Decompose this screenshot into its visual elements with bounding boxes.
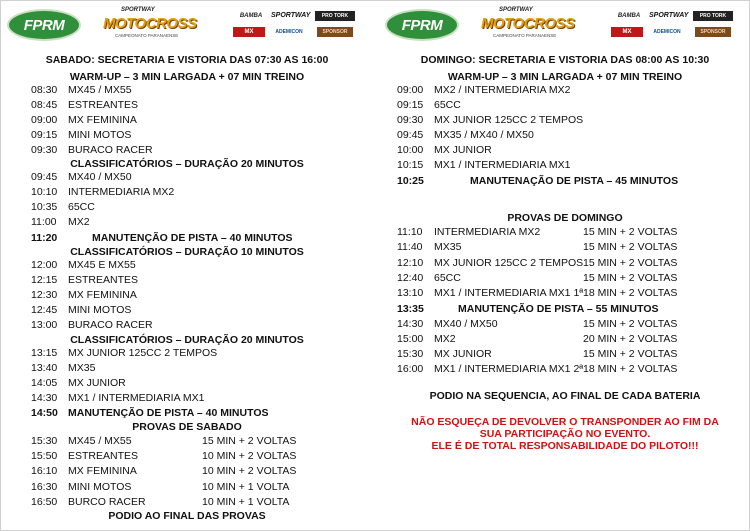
bamba-logo: BAMBA	[617, 13, 641, 19]
schedule-row: 12:30 MX FEMININA	[31, 289, 137, 301]
race-row: 16:00 MX1 / INTERMEDIARIA MX1 2ª 18 MIN + 2 VOLTAS	[397, 363, 678, 375]
ademicon-logo: ADEMICON	[275, 29, 303, 35]
race-row: 16:30 MINI MOTOS 10 MIN + 1 VOLTA	[31, 481, 290, 493]
ademicon-logo: ADEMICON	[653, 29, 681, 35]
transponder-warning-line-3: ELE É DE TOTAL RESPONSABILIDADE DO PILOTO!!!	[431, 440, 699, 452]
race-row: 15:50 ESTREANTES 10 MIN + 2 VOLTAS	[31, 450, 297, 462]
schedule-row: 09:15 65CC	[397, 99, 461, 111]
protork-logo: PRO TORK	[693, 11, 733, 21]
schedule-row: 09:15 MINI MOTOS	[31, 129, 132, 141]
transponder-warning-line-1: NÃO ESQUEÇA DE DEVOLVER O TRANSPONDER AO FIM DA	[411, 416, 719, 428]
schedule-row: 09:30 MX JUNIOR 125CC 2 TEMPOS	[397, 114, 584, 126]
maintenance-row: 14:50 MANUTENÇÃO DE PISTA – 40 MINUTOS	[31, 407, 269, 419]
race-row: 11:10 INTERMEDIARIA MX2 15 MIN + 2 VOLTAS	[397, 226, 678, 238]
schedule-row: 12:00 MX45 E MX55	[31, 259, 136, 271]
schedule-row: 08:30 MX45 / MX55	[31, 84, 132, 96]
sportway-logo: SPORTWAY	[649, 12, 689, 19]
race-row: 13:10 MX1 / INTERMEDIARIA MX1 1ª 18 MIN + 2 VOLTAS	[397, 287, 678, 299]
maintenance-row: 13:35 MANUTENÇÃO DE PISTA – 55 MINUTOS	[397, 303, 659, 315]
schedule-row: 10:15 MX1 / INTERMEDIARIA MX1	[397, 159, 571, 171]
schedule-row: 09:00 MX FEMININA	[31, 114, 137, 126]
schedule-row: 09:45 MX40 / MX50	[31, 171, 132, 183]
race-row: 15:00 MX2 20 MIN + 2 VOLTAS	[397, 333, 678, 345]
schedule-row: 14:05 MX JUNIOR	[31, 377, 126, 389]
schedule-row: 14:30 MX1 / INTERMEDIARIA MX1	[31, 392, 205, 404]
race-row: 16:10 MX FEMININA 10 MIN + 2 VOLTAS	[31, 465, 297, 477]
race-row: 11:40 MX35 15 MIN + 2 VOLTAS	[397, 241, 678, 253]
transponder-warning-line-2: SUA PARTICIPAÇÃO NO EVENTO.	[479, 428, 651, 440]
saturday-footer: PODIO AO FINAL DAS PROVAS	[108, 510, 266, 522]
race-row: 16:50 BURCO RACER 10 MIN + 1 VOLTA	[31, 496, 290, 508]
race-row: 15:30 MX JUNIOR 15 MIN + 2 VOLTAS	[397, 348, 678, 360]
mx-logo: MX	[611, 27, 643, 37]
motocross-logo: SPORTWAY MOTOCROSS CAMPEONATO PARANAENSE	[103, 7, 197, 38]
schedule-row: 09:30 BURACO RACER	[31, 144, 153, 156]
schedule-row: 10:00 MX JUNIOR	[397, 144, 492, 156]
schedule-row: 13:40 MX35	[31, 362, 96, 374]
schedule-row: 09:00 MX2 / INTERMEDIARIA MX2	[397, 84, 571, 96]
schedule-row: 12:15 ESTREANTES	[31, 274, 139, 286]
race-row: 12:10 MX JUNIOR 125CC 2 TEMPOS 15 MIN + 2 VOLTAS	[397, 257, 678, 269]
schedule-row: 11:00 MX2	[31, 216, 90, 228]
schedule-row: 10:10 INTERMEDIARIA MX2	[31, 186, 175, 198]
sunday-races-title: PROVAS DE DOMINGO	[507, 212, 623, 224]
mx-logo: MX	[233, 27, 265, 37]
schedule-row: 13:00 BURACO RACER	[31, 319, 153, 331]
schedule-row: 12:45 MINI MOTOS	[31, 304, 132, 316]
schedule-row: 09:45 MX35 / MX40 / MX50	[397, 129, 534, 141]
fprm-logo: FPRM	[385, 9, 459, 41]
protork-logo: PRO TORK	[315, 11, 355, 21]
motocross-logo: SPORTWAY MOTOCROSS CAMPEONATO PARANAENSE	[481, 7, 575, 38]
sunday-column	[379, 1, 750, 531]
sponsor-logo: SPONSOR	[317, 27, 353, 37]
sunday-footer: PODIO NA SEQUENCIA, AO FINAL DE CADA BATERIA	[429, 390, 701, 402]
sunday-title: DOMINGO: SECRETARIA E VISTORIA DAS 08:00 AS 10:30	[420, 54, 710, 66]
sportway-logo: SPORTWAY	[271, 12, 311, 19]
maintenance-row: 11:20 MANUTENÇÃO DE PISTA – 40 MINUTOS	[31, 232, 293, 244]
sponsor-logo: SPONSOR	[695, 27, 731, 37]
sunday-warmup-title: WARM-UP – 3 MIN LARGADA + 07 MIN TREINO	[447, 71, 683, 83]
saturday-class3-title: CLASSIFICATÓRIOS – DURAÇÃO 20 MINUTOS	[70, 334, 304, 346]
schedule-row: 13:15 MX JUNIOR 125CC 2 TEMPOS	[31, 347, 218, 359]
fprm-logo: FPRM	[7, 9, 81, 41]
race-row: 14:30 MX40 / MX50 15 MIN + 2 VOLTAS	[397, 318, 678, 330]
schedule-row: 10:35 65CC	[31, 201, 95, 213]
saturday-column	[1, 1, 373, 531]
bamba-logo: BAMBA	[239, 13, 263, 19]
saturday-class1-title: CLASSIFICATÓRIOS – DURAÇÃO 20 MINUTOS	[70, 158, 304, 170]
race-row: 15:30 MX45 / MX55 15 MIN + 2 VOLTAS	[31, 435, 297, 447]
saturday-class2-title: CLASSIFICATÓRIOS – DURAÇÃO 10 MINUTOS	[70, 246, 304, 258]
race-row: 12:40 65CC 15 MIN + 2 VOLTAS	[397, 272, 678, 284]
saturday-races-title: PROVAS DE SABADO	[132, 421, 242, 433]
saturday-title: SABADO: SECRETARIA E VISTORIA DAS 07:30 AS 16:00	[45, 54, 329, 66]
saturday-warmup-title: WARM-UP – 3 MIN LARGADA + 07 MIN TREINO	[69, 71, 305, 83]
schedule-row: 08:45 ESTREANTES	[31, 99, 139, 111]
header-logos	[7, 7, 373, 43]
maintenance-row: 10:25 MANUTENAÇÃO DE PISTA – 45 MINUTOS	[397, 175, 679, 187]
header-logos	[385, 7, 750, 43]
